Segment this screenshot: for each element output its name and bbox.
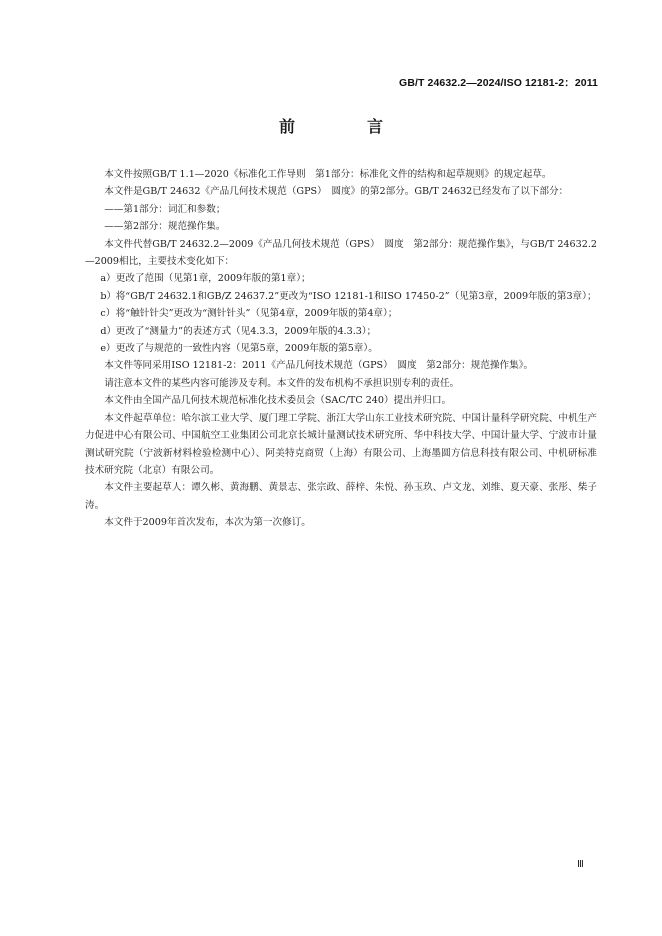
page-number: Ⅲ <box>577 859 584 870</box>
list-text: 将“GB/T 24632.1和GB/Z 24637.2”更改为“ISO 12181-1和ISO 17450-2”（见第3章，2009年版的第3章）； <box>115 290 597 302</box>
paragraph-replacement: 本文件代替GB/T 24632.2—2009《产品几何技术规范（GPS） 圆度 第2部分：规范操作集》，与GB/T 24632.2—2009相比，主要技术变化如下： <box>85 238 597 268</box>
paragraph-equivalence: 本文件等同采用ISO 12181-2：2011《产品几何技术规范（GPS） 圆度 第2部分：规范操作集》。 <box>104 360 534 372</box>
list-text: 更改了与规范的一致性内容（见第5章，2009年版的第5章）。 <box>115 343 378 355</box>
paragraph-part-structure: 本文件是GB/T 24632《产品几何技术规范（GPS） 圆度》的第2部分。GB/T 24632已经发布了以下部分： <box>104 186 569 198</box>
list-marker: a） <box>100 273 116 285</box>
paragraph-drafters: 本文件主要起草人：谭久彬、黄海鹏、黄景志、张宗政、薛梓、朱悦、孙玉玖、卢文龙、刘维、夏天豪、张彤、柴子涛。 <box>85 482 597 511</box>
paragraph-drafting-units: 本文件起草单位：哈尔滨工业大学、厦门理工学院、浙江大学山东工业技术研究院、中国计量科学研究院、中机生产力促进中心有限公司、中国航空工业集团公司北京长城计量测试技术研究所、华中科技大学、中国计量大学、宁波市计量测试研究院（宁波新材料检验检测中心）、阿美特克商贸（上海）有限公司、上海墨圆方信息科技有限公司、中机研标准技术研究院（北京）有限公司。 <box>85 412 597 476</box>
change-list-item <box>85 270 597 287</box>
list-text: 更改了“测量力”的表述方式（见4.3.3，2009年版的4.3.3）； <box>115 325 377 337</box>
change-list-item <box>85 323 597 340</box>
page-title: 前 言 <box>278 117 411 136</box>
list-marker: c） <box>100 308 116 320</box>
change-list-item <box>85 340 597 357</box>
change-list-item <box>85 305 597 322</box>
list-marker: e） <box>100 343 116 355</box>
paragraph-committee: 本文件由全国产品几何技术规范标准化技术委员会（SAC/TC 240）提出并归口。 <box>104 395 452 407</box>
paragraph-drafting-rules: 本文件按照GB/T 1.1—2020《标准化工作导则 第1部分：标准化文件的结构和起草规则》的规定起草。 <box>104 169 552 180</box>
change-list-item <box>85 288 597 305</box>
paragraph-patent-notice: 请注意本文件的某些内容可能涉及专利。本文件的发布机构不承担识别专利的责任。 <box>104 377 460 389</box>
standard-number-header: GB/T 24632.2—2024/ISO 12181-2：2011 <box>399 77 598 89</box>
part-list-item: ——第2部分：规范操作集。 <box>104 221 226 233</box>
list-marker: d） <box>100 325 117 337</box>
foreword-body <box>85 166 597 532</box>
part-list-item: ——第1部分：词汇和参数； <box>104 203 226 215</box>
list-text: 更改了范围（见第1章，2009年版的第1章）； <box>115 273 311 285</box>
list-marker: b） <box>100 290 117 302</box>
list-text: 将“触针针尖”更改为“测针针头”（见第4章，2009年版的第4章）； <box>115 308 398 320</box>
paragraph-history: 本文件于2009年首次发布，本次为第一次修订。 <box>104 517 311 529</box>
